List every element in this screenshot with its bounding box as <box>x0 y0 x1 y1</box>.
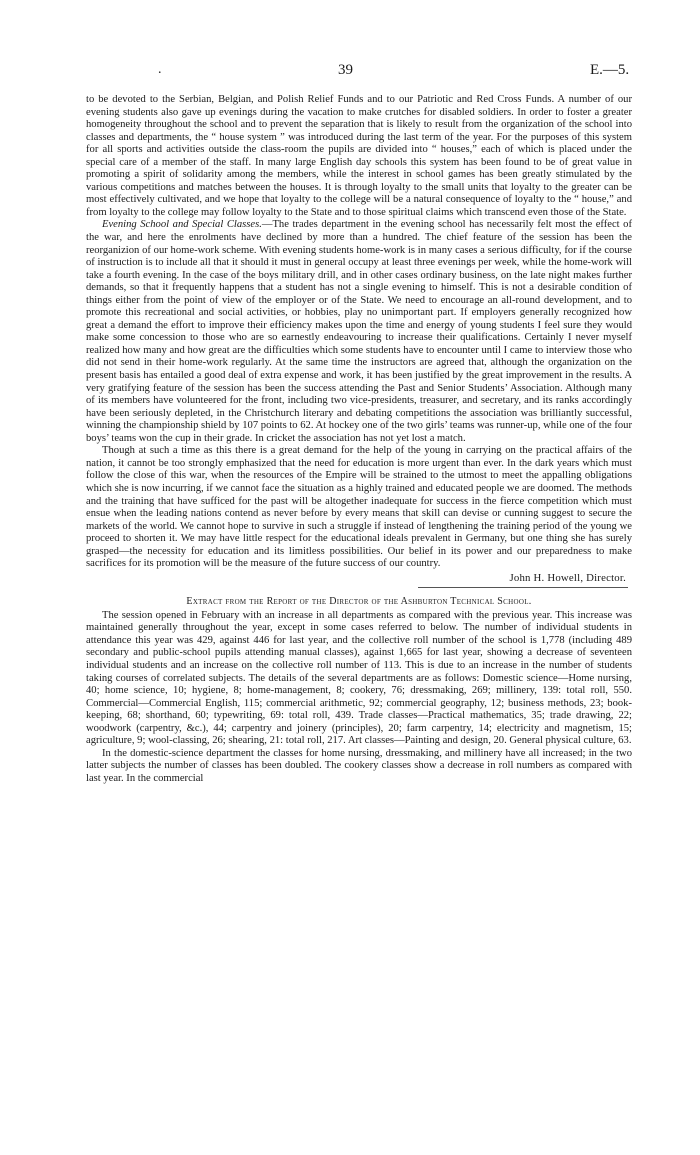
body-text <box>86 94 632 785</box>
page-header <box>0 62 700 84</box>
section-divider <box>418 587 628 588</box>
header-dot: . <box>158 62 162 77</box>
page-number: 39 <box>338 62 353 78</box>
document-reference: E.—5. <box>590 62 630 78</box>
paragraph-evening-school <box>86 219 632 445</box>
paragraph-ashburton-session: The session opened in February with an increase in all departments as compared with the previous year. This increase was maintained generally throughout the year, except in some cases referred to below. The number of individual students in attendance this year was 429, against 446 for last year, and the collective roll number of the school is 1,778 (including 489 secondary and public-school pupils attending manual classes), against 1,665 for last year, showing a decrease of seventeen individual students and an increase on the collective roll number of 113. This is due to an increase in the number of students taking courses of correlated subjects. The details of the several departments are as follows: Domestic science—Home nursing, 40; home science, 10; hygiene, 8; home-management, 8; cookery, 76; dressmaking, 269; millinery, 139: total roll, 550. Commercial—Commercial English, 115; commercial arithmetic, 92; commercial geography, 12; business methods, 23; book-keeping, 68; shorthand, 60; typewriting, 69: total roll, 439. Trade classes—Practical mathematics, 35; trade drawing, 22; woodwork (carpentry, &c.), 44; carpentry and joinery (principles), 20; farm carpentry, 14; electricity and magnetism, 15; agriculture, 9; wool-classing, 26; shearing, 21: total roll, 217. Art classes—Painting and design, 20. General physical culture, 63. <box>86 609 632 747</box>
paragraph-evening-school-text: —The trades department in the evening school has necessarily felt most the effect of the war, and here the enrolments have declined by more than a hundred. The chief feature of the session has been the reorganizion of our home-work scheme. With evening students home-work is in many cases a serious difficulty, for if the course of instruction is to include all that it should it must in general occupy at least three evenings per week, while the home-work will take a fourth evening. In the case of the boys military drill, and in other cases ordinary business, on the late night makes further demands, so that it frequently happens that a student has not a single evening to himself. This is not a desirable condition of things either from the point of view of the employer or of the State. We need to encourage an all-round development, and to promote this recreational and social activities, or hobbies, play no unimportant part. If employers generally recognized how great a demand the effort to improve their efficiency makes upon the time and energy of young students I feel sure they would make some concession to those who are so earnestly endeavouring to increase their qualifications. Certainly I never myself realized how many and how great are the difficulties which some students have to encounter until I came to interview those who did not send in their home-work regularly. At the same time the instructors are agreed that, although the organization on the present basis has entailed a good deal of extra expense and work, it has been justified by the great improvement in the results. A very gratifying feature of the session has been the success attending the Past and Senior Students’ Association. Although many of its members have volunteered for the front, including two vice-presidents, treasurer, and secretary, and its ranks accordingly have been seriously depleted, in the Christchurch literary and debating competitions the association was brilliantly successful, winning the championship shield by 107 points to 62. At hockey one of the two girls’ teams was runner-up, while one of the four boys’ teams won the cup in their grade. In cricket the association has not yet lost a match. <box>86 219 633 444</box>
paragraph-education-need: Though at such a time as this there is a great demand for the help of the young in carrying on the practical affairs of the nation, it cannot be too strongly emphasized that the need for education is more urgent than ever. In the dark years which must follow the close of this war, when the resources of the Empire will be strained to the utmost to meet the appalling obligations which she is now incurring, if we cannot face the situation as a highly trained and educated people we are doomed. The methods and the training that have sufficed for the past will be altogether inadequate for success in the fierce competition which must ensue when the leading nations contend as never before by every means that skill can devise or cunning suggest to secure the markets of the world. We cannot hope to survive in such a struggle if instead of lengthening the training period of the young we proceed to shorten it. We may have little respect for the educational ideals prevalent in Germany, but one thing she has surely grasped—the necessity for education and its limitless possibilities. Our belief in its power and our preparedness to make sacrifices for its promotion will be the measure of the future success of our country. <box>86 445 632 570</box>
section-title-evening-school: Evening School and Special Classes. <box>102 219 262 231</box>
signature-text: John H. Howell, Director. <box>509 571 626 584</box>
paragraph-domestic-science: In the domestic-science department the classes for home nursing, dressmaking, and millinery have all increased; in the two latter subjects the number of classes has been doubled. The cookery classes show a decrease in roll numbers as compared with last year. In the commercial <box>86 747 632 784</box>
paragraph-house-system: to be devoted to the Serbian, Belgian, and Polish Relief Funds and to our Patriotic and Red Cross Funds. A number of our evening students also gave up evenings during the vacation to make crutches for disabled soldiers. In order to foster a greater homogeneity throughout the school and to prevent the separation that is likely to result from the organization of the school into classes and departments, the “ house system ” was introduced during the last term of the year. For the purposes of this system for all sports and activities outside the class-room the pupils are divided into “ houses,” each of which is placed under the special care of a member of the staff. In many large English day schools this system has been found to be of great value in promoting a spirit of solidarity among the members, while the interest in school games has been greatly stimulated by the various competitions and matches between the houses. It is through loyalty to the small units that loyalty to the greater can be most effectively cultivated, and we hope that loyalty to the college will be a natural consequence of loyalty to the “ house,” and from loyalty to the college may follow loyalty to the State and to those spiritual claims which transcend even those of the State. <box>86 94 632 218</box>
director-signature <box>86 572 632 585</box>
section-heading: Extract from the Report of the Director of the Ashburton Technical School. <box>186 595 532 607</box>
